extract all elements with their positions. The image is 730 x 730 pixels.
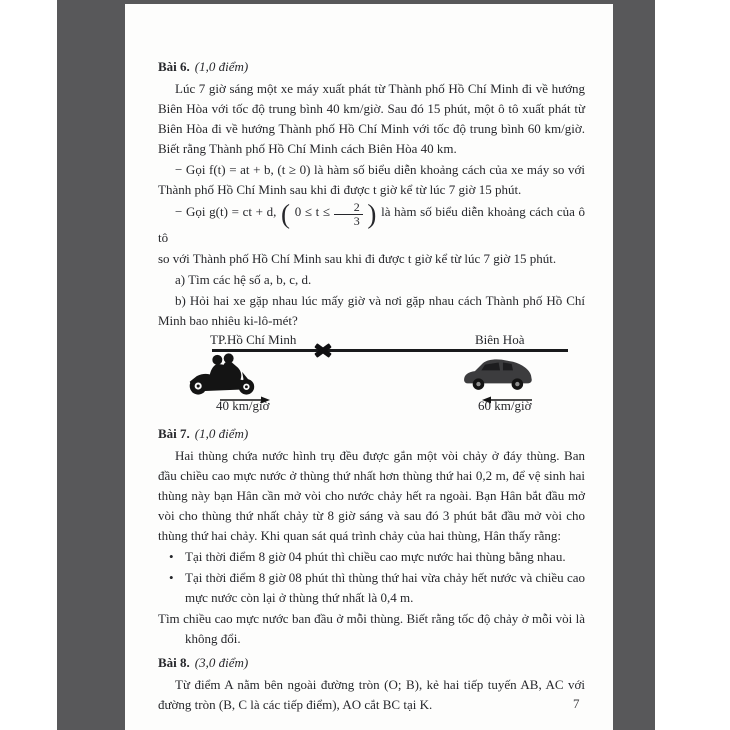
big-paren-open: ( <box>281 199 291 230</box>
fraction-denominator: 3 <box>353 214 360 229</box>
problem6-f-definition: − Gọi f(t) = at + b, (t ≥ 0) là hàm số biểu diễn khoảng cách của xe máy so với Thành phố Hồ Chí Minh sau khi đi được t giờ kể từ lúc 7 giờ 15 phút. <box>158 162 585 197</box>
problem6-part-b: b) Hỏi hai xe gặp nhau lúc mấy giờ và nơi gặp nhau cách Thành phố Hồ Chí Minh bao nhiêu ki-lô-mét? <box>158 293 585 329</box>
problem7-conclusion: Tìm chiều cao mực nước ban đầu ở mỗi thùng. Biết rằng tốc độ chảy ở mỗi vòi là không đổi. <box>158 611 585 647</box>
problem7-points: (1,0 điểm) <box>194 426 249 442</box>
speed-label-60: 60 km/giờ <box>478 398 532 414</box>
page-content <box>158 53 585 716</box>
city-label-hcmc: TP.Hồ Chí Minh <box>210 332 297 348</box>
problem7-heading <box>158 424 585 444</box>
problem6-part-a: a) Tìm các hệ số a, b, c, d. <box>175 272 312 288</box>
problem7-bullet-2: Tại thời điểm 8 giờ 08 phút thì thùng thứ hai vừa chảy hết nước và chiều cao mực nước còn lại ở thùng thứ nhất là 0,4 m. <box>185 570 585 606</box>
fraction-numerator: 2 <box>334 201 363 215</box>
list-item <box>158 547 585 567</box>
city-label-bienhoa: Biên Hoà <box>475 332 525 348</box>
list-item <box>158 568 585 608</box>
page-number: 7 <box>573 696 580 711</box>
meeting-point-x-icon <box>315 342 331 358</box>
g-def-prefix: − Gọi g(t) = ct + d, <box>175 204 277 220</box>
problem6-g-definition <box>158 201 585 248</box>
problem6-points: (1,0 điểm) <box>194 59 249 74</box>
problem6-intro: Lúc 7 giờ sáng một xe máy xuất phát từ Thành phố Hồ Chí Minh đi về hướng Biên Hòa với tốc độ trung bình 40 km/giờ. Sau đó 15 phút, một ô tô xuất phát từ Biên Hòa đi về hướng Thành phố Hồ Chí Minh với tốc độ trung bình 60 km/giờ. Biết rằng Thành phố Hồ Chí Minh cách Biên Hòa 40 km. <box>158 81 585 156</box>
problem6-label: Bài 6. <box>158 59 190 74</box>
problem8-label: Bài 8. <box>158 655 190 671</box>
g-def-suffix: là hàm số biểu diễn khoảng cách của ô tô <box>158 204 586 246</box>
problem8-points: (3,0 điểm) <box>194 655 249 671</box>
bullet-icon: • <box>169 549 174 565</box>
speed-label-40: 40 km/giờ <box>216 398 270 414</box>
big-paren-close: ) <box>367 199 377 230</box>
problem8-heading <box>158 653 585 673</box>
route-diagram <box>158 334 585 420</box>
problem6-g-definition-line2: so với Thành phố Hồ Chí Minh sau khi đi được t giờ kể từ lúc 7 giờ 15 phút. <box>158 251 557 267</box>
problem7-label: Bài 7. <box>158 426 190 442</box>
route-line <box>212 349 568 351</box>
problem7-intro: Hai thùng chứa nước hình trụ đều được gắn một vòi chảy ở đáy thùng. Ban đầu chiều cao mực nước ở thùng thứ nhất hơn thùng thứ hai 0,2 m, để vệ sinh hai thùng này bạn Hân cần mở vòi cho nước chảy hết ra ngoài. Bạn Hân bắt đầu mở vòi cho thùng thứ nhất chảy từ 8 giờ sáng và sau đó 3 phút bắt đầu mở vòi cho thùng thứ hai chảy. Khi quan sát quá trình chảy của hai thùng, Hân thấy rằng: <box>158 448 585 544</box>
bullet-icon: • <box>169 570 174 586</box>
problem8-intro: Từ điểm A nằm bên ngoài đường tròn (O; B), kẻ hai tiếp tuyến AB, AC với đường tròn (B, C là các tiếp điểm), AO cắt BC tại K. <box>158 677 585 713</box>
problem6-heading <box>158 57 585 77</box>
document-page <box>125 4 613 730</box>
g-def-condition: 0 ≤ t ≤ <box>294 204 331 220</box>
fraction-two-thirds <box>334 201 363 228</box>
problem7-bullet-1: Tại thời điểm 8 giờ 04 phút thì chiều cao mực nước hai thùng bằng nhau. <box>185 549 566 565</box>
